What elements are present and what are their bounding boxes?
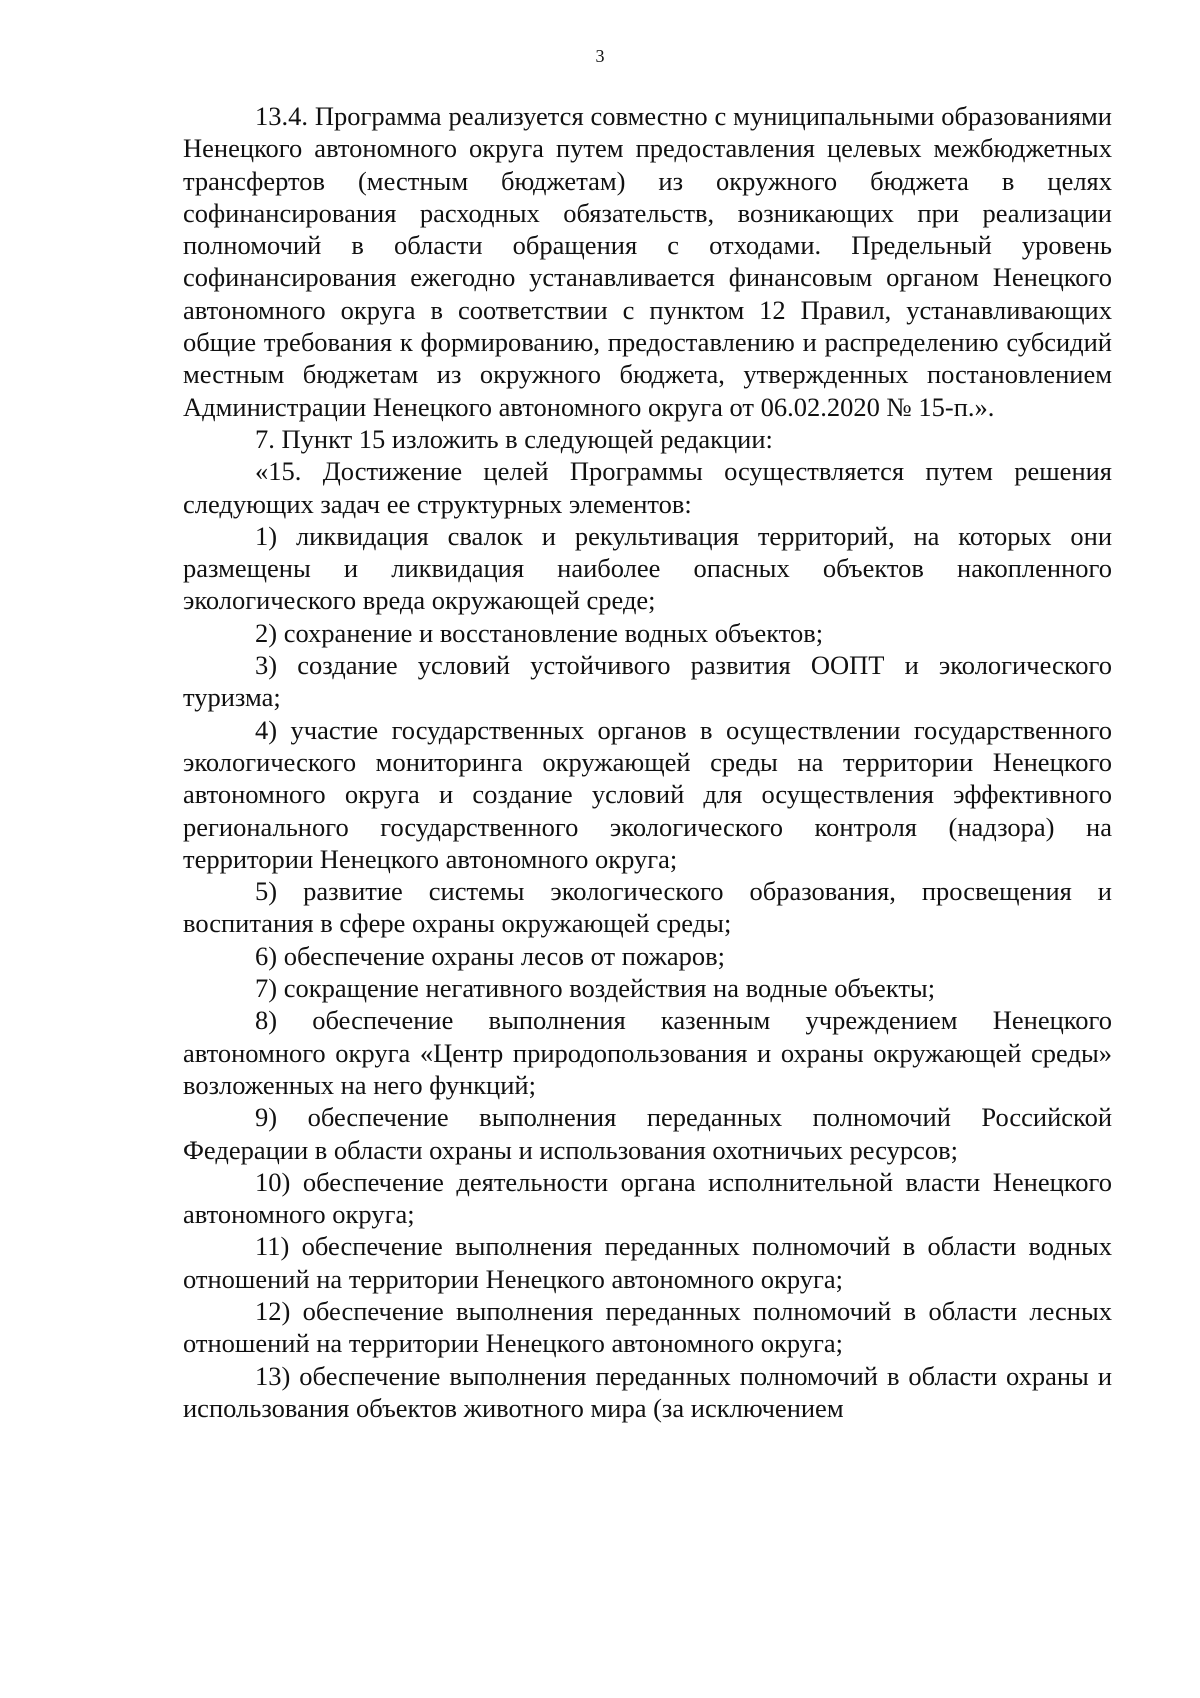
list-item-12: 12) обеспечение выполнения переданных полномочий в области лесных отношений на территории Ненецкого автономного округа; [183, 1295, 1112, 1359]
list-item-9: 9) обеспечение выполнения переданных полномочий Российской Федерации в области охраны и использования охотничьих ресурсов; [183, 1102, 1112, 1165]
list-item-7: 7) сокращение негативного воздействия на водные объекты; [255, 973, 936, 1004]
list-item-3: 3) создание условий устойчивого развития ООПТ и экологического туризма; [183, 650, 1112, 713]
paragraph-15-intro: «15. Достижение целей Программы осуществляется путем решения следующих задач ее структурных элементов: [183, 456, 1112, 519]
list-item-6: 6) обеспечение охраны лесов от пожаров; [255, 940, 725, 971]
list-item-4: 4) участие государственных органов в осуществлении государственного экологического мониторинга окружающей среды на территории Ненецкого автономного округа и создание условий для осуществления эффективного регионального государственного экологического контроля (надзора) на территории Ненецкого автономного округа; [183, 714, 1112, 874]
list-item-8: 8) обеспечение выполнения казенным учреждением Ненецкого автономного округа «Центр природопользования и охраны окружающей среды» возложенных на него функций; [183, 1005, 1112, 1100]
list-item-5: 5) развитие системы экологического образования, просвещения и воспитания в сфере охраны окружающей среды; [183, 876, 1112, 939]
list-item-2: 2) сохранение и восстановление водных объектов; [255, 617, 824, 648]
paragraph-13-4: 13.4. Программа реализуется совместно с муниципальными образованиями Ненецкого автономного округа путем предоставления целевых межбюджетных трансфертов (местным бюджетам) из окружного бюджета в целях софинансирования расходных обязательств, возникающих при реализации полномочий в области обращения с отходами. Предельный уровень софинансирования ежегодно устанавливается финансовым органом Ненецкого автономного округа в соответствии с пунктом 12 Правил, устанавливающих общие требования к формированию, предоставлению и распределению субсидий местным бюджетам из окружного бюджета, утвержденных постановлением Администрации Ненецкого автономного округа от 06.02.2020 № 15-п.». [183, 101, 1112, 422]
list-item-11: 11) обеспечение выполнения переданных полномочий в области водных отношений на территории Ненецкого автономного округа; [183, 1231, 1112, 1294]
paragraph-item-7: 7. Пункт 15 изложить в следующей редакции: [255, 423, 773, 454]
document-body [183, 100, 1112, 1424]
page-number: 3 [595, 46, 605, 66]
list-item-1: 1) ликвидация свалок и рекультивация территорий, на которых они размещены и ликвидация наиболее опасных объектов накопленного экологического вреда окружающей среде; [183, 520, 1112, 616]
list-item-13: 13) обеспечение выполнения переданных полномочий в области охраны и использования объектов животного мира (за исключением [183, 1360, 1112, 1423]
list-item-10: 10) обеспечение деятельности органа исполнительной власти Ненецкого автономного округа; [183, 1166, 1112, 1230]
